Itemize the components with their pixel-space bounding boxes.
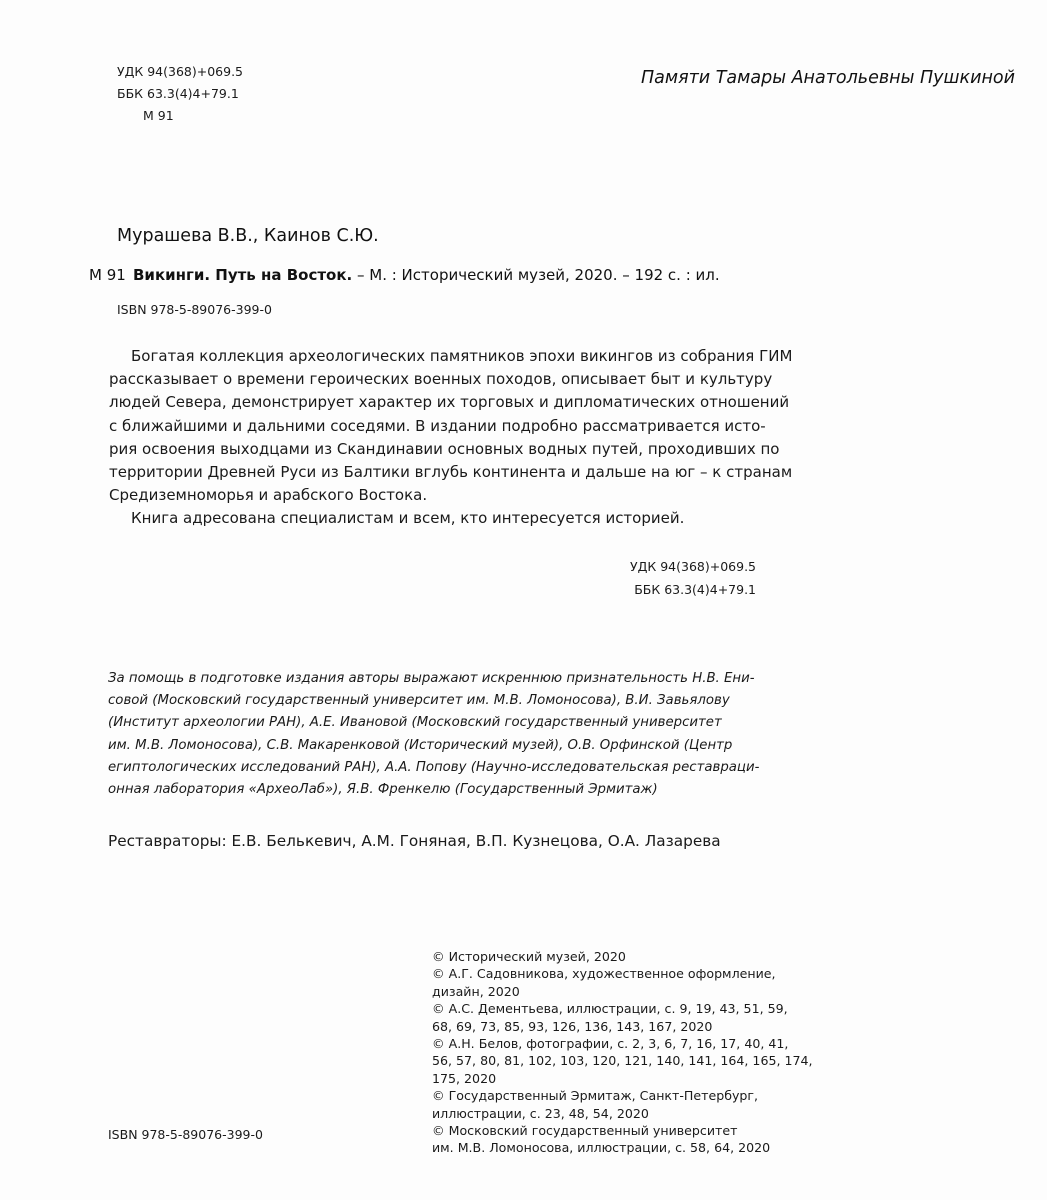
copyright-line: © Государственный Эрмитаж, Санкт-Петербург,: [432, 1088, 759, 1104]
bbk-code: ББК 63.3(4)4+79.1: [117, 86, 239, 101]
copyright-line: дизайн, 2020: [432, 983, 520, 999]
acknowledgements-line: (Институт археологии РАН), А.Е. Ивановой (Московский государственный университет: [108, 715, 722, 731]
annotation-line: Книга адресована специалистам и всем, кто интересуется историей.: [131, 509, 685, 528]
copyright-line: © Исторический музей, 2020: [432, 949, 626, 964]
udk-code: УДК 94(368)+069.5: [117, 64, 244, 79]
annotation-line: людей Севера, демонстрирует характер их торговых и дипломатических отношений: [109, 393, 790, 412]
annotation-line: рия освоения выходцами из Скандинавии основных водных путей, проходивших по: [109, 439, 780, 458]
copyright-line: им. М.В. Ломоносова, иллюстрации, с. 58, 64, 2020: [432, 1140, 771, 1156]
acknowledgements-line: совой (Московский государственный университет им. М.В. Ломоносова), В.И. Завьялову: [108, 693, 730, 709]
annotation-line: с ближайшими и дальними соседями. В издании подробно рассматривается исто-: [109, 416, 766, 435]
annotation: [109, 345, 793, 531]
acknowledgements: [108, 668, 759, 801]
classification-block-top: [117, 61, 243, 127]
annotation-line: территории Древней Руси из Балтики вглубь континента и дальше на юг – к странам: [109, 463, 793, 482]
annotation-line: Богатая коллекция археологических памятников эпохи викингов из собрания ГИМ: [131, 347, 793, 365]
classification-block-bottom: [601, 555, 756, 601]
copyright-line: 68, 69, 73, 85, 93, 126, 136, 143, 167, 2020: [432, 1018, 713, 1034]
udk-code: УДК 94(368)+069.5: [629, 559, 756, 574]
authors: Мурашева В.В., Каинов С.Ю.: [117, 226, 379, 246]
author-mark: М 91: [143, 108, 174, 123]
annotation-line: Средиземноморья и арабского Востока.: [109, 486, 428, 505]
copyright-line: © А.Н. Белов, фотографии, с. 2, 3, 6, 7, 16, 17, 40, 41,: [432, 1036, 789, 1052]
isbn-bottom: ISBN 978-5-89076-399-0: [108, 1127, 263, 1142]
copyright-line: 56, 57, 80, 81, 102, 103, 120, 121, 140, 141, 164, 165, 174,: [432, 1053, 813, 1069]
isbn-top: ISBN 978-5-89076-399-0: [117, 302, 272, 317]
bbk-code: ББК 63.3(4)4+79.1: [634, 582, 756, 597]
copyright-block: [432, 948, 813, 1157]
bibliographic-record: [89, 266, 720, 284]
acknowledgements-line: им. М.В. Ломоносова), С.В. Макаренковой (Исторический музей), О.В. Орфинской (Центр: [108, 737, 733, 753]
copyright-line: © Московский государственный университет: [432, 1123, 738, 1139]
copyright-line: © А.С. Дементьева, иллюстрации, с. 9, 19, 43, 51, 59,: [432, 1001, 788, 1017]
copyright-line: 175, 2020: [432, 1070, 497, 1086]
dedication: Памяти Тамары Анатольевны Пушкиной: [641, 68, 1016, 88]
book-title: Викинги. Путь на Восток.: [133, 266, 353, 284]
acknowledgements-line: онная лаборатория «АрхеоЛаб»), Я.В. Френкелю (Государственный Эрмитаж): [108, 782, 658, 798]
biblio-author-mark: М 91: [89, 266, 126, 284]
restorers: Реставраторы: Е.В. Белькевич, А.М. Гоняная, В.П. Кузнецова, О.А. Лазарева: [108, 832, 721, 850]
publication-details: – М. : Исторический музей, 2020. – 192 с. : ил.: [352, 266, 720, 284]
copyright-line: иллюстрации, с. 23, 48, 54, 2020: [432, 1105, 649, 1121]
copyright-line: © А.Г. Садовникова, художественное оформление,: [432, 966, 776, 982]
acknowledgements-line: египтологических исследований РАН), А.А. Попову (Научно-исследовательская реставраци-: [108, 759, 760, 775]
annotation-line: рассказывает о времени героических военных походов, описывает быт и культуру: [109, 370, 773, 389]
acknowledgements-line: За помощь в подготовке издания авторы выражают искреннюю признательность Н.В. Ени-: [108, 671, 755, 686]
